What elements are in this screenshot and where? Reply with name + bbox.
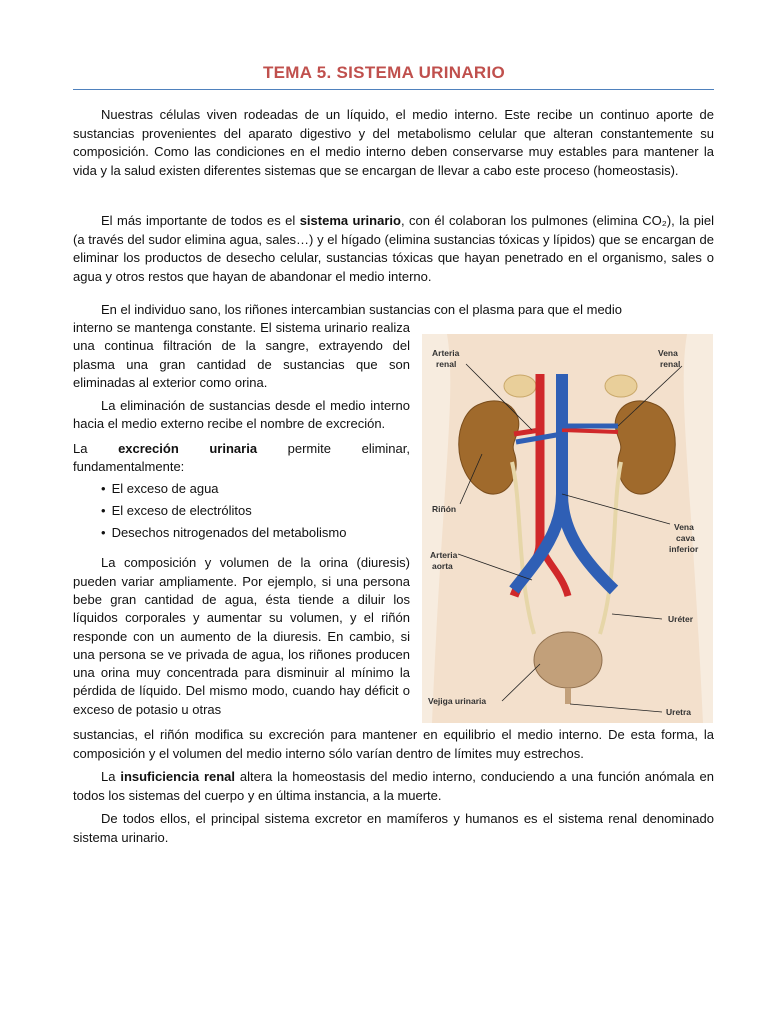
paragraph-2 [73,212,714,286]
label-arteria-renal-2: renal [436,359,457,369]
right-renal-artery [562,430,618,432]
label-ureter: Uréter [668,614,694,624]
left-adrenal-gland [504,375,536,397]
bottom-block [73,726,714,847]
bullet-list [73,480,410,542]
paragraph-5-text-a: La [73,440,119,456]
paragraph-5-text-b: permite eliminar, fundamentalmente: [73,440,410,475]
label-uretra: Uretra [666,707,692,717]
label-vena-cava-2: cava [676,533,695,543]
label-vena-cava: Vena [674,522,694,532]
paragraph-3-rest: interno se mantenga constante. El sistema urinario realiza una continua filtración de la sangre, extrayendo del plasma una gran cantidad de sustancias que son eliminadas al exterior como orina. [73,320,410,390]
paragraph-2-bold: sistema urinario [299,213,401,228]
label-arteria-aorta-2: aorta [432,561,453,571]
paragraph-8: De todos ellos, el principal sistema excretor en mamíferos y humanos es el sistema renal denominado sistema urinario. [73,811,714,845]
bullet-item: • El exceso de electrólitos [101,502,410,520]
bullet-item: • Desechos nitrogenados del metabolismo [101,524,410,542]
paragraph-3-line: En el individuo sano, los riñones intercambian sustancias con el plasma para que el medio [101,302,623,317]
bullet-item: • El exceso de agua [101,480,410,498]
paragraph-3-first-line [73,301,714,320]
title-rule [73,89,714,90]
paragraph-1: Nuestras células viven rodeadas de un líquido, el medio interno. Este recibe un continuo aporte de sustancias provenientes del aparato digestivo y del metabolismo celular que alteran constantemente su composición. Como las condiciones en el medio interno deben conservarse muy estables para mantener la vida y la salud existen diferentes sistemas que se encargan de llevar a cabo este proceso (homeostasis). [73,107,714,178]
label-vena-cava-3: inferior [669,544,699,554]
narrow-column [73,319,410,719]
label-arteria-aorta: Arteria [430,550,458,560]
paragraph-2-text-a: El más importante de todos es el [101,213,300,228]
paragraph-4: La eliminación de sustancias desde el medio interno hacia el medio externo recibe el nombre de excreción. [73,398,410,432]
label-vena-renal: Vena [658,348,678,358]
paragraph-5 [73,440,410,477]
urinary-system-illustration [422,334,713,723]
paragraph-7-bold: insuficiencia renal [120,769,236,784]
right-adrenal-gland [605,375,637,397]
label-vejiga: Vejiga urinaria [428,696,487,706]
page-title: TEMA 5. SISTEMA URINARIO [262,63,506,82]
label-rinon: Riñón [432,504,457,514]
bladder [534,632,602,688]
paragraph-7-text-b: altera la homeostasis del medio interno, conduciendo a una función anómala en todos los sistemas del cuerpo y en última instancia, a la muerte. [73,769,714,803]
label-arteria-renal: Arteria [432,348,460,358]
label-vena-renal-2: renal [660,359,681,369]
paragraph-7-text-a: La [101,769,121,784]
paragraph-6-rest: sustancias, el riñón modifica su excreción para mantener en equilibrio el medio interno. De esta forma, la composición y el volumen del medio interno sólo varían dentro de límites muy estrechos. [73,727,714,761]
paragraph-2-block [73,212,714,286]
paragraph-7 [73,768,714,805]
paragraph-2-text-b: , con él colaboran los pulmones (elimina CO₂), la piel (a través del sudor elimina agua, sales…) y el hígado (elimina sustancias tóxicas y lípidos) que se encargan de eliminar los productos de desecho celular, sustancias tóxicas que hayan penetrado en el organismo, sales o agua y otros restos que hayan de abandonar el medio interno. [73,213,714,284]
paragraph-5-bold: excreción urinaria [118,440,258,456]
paragraph-6: La composición y volumen de la orina (diuresis) pueden variar ampliamente. Por ejemplo, si una persona bebe gran cantidad de agua, ésta tiende a diluir los líquidos corporales y aumentar su volumen, y el riñón responde con un aumento de la diuresis. En cambio, si una persona se ve privada de agua, los riñones producen una orina muy concentrada para disminuir al mínimo la pérdida de líquido. Del mismo modo, cuando hay déficit o exceso de potasio u otras [73,555,410,717]
paragraph-intro [73,106,714,180]
